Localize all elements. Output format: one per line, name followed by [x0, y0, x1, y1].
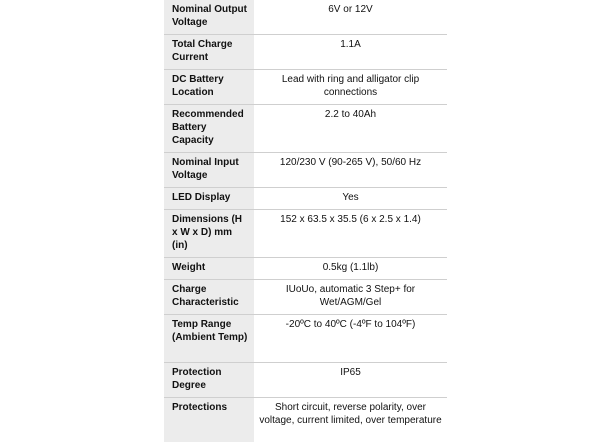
- spec-label: Dimensions (H x W x D) mm (in): [164, 209, 254, 257]
- spec-label: Protection Degree: [164, 362, 254, 397]
- table-row: [164, 34, 447, 69]
- spec-value: 120/230 V (90-265 V), 50/60 Hz: [254, 152, 447, 187]
- spec-label: Total Charge Current: [164, 34, 254, 69]
- spec-label: Weight: [164, 257, 254, 279]
- spec-value: Short circuit, reverse polarity, over voltage, current limited, over temperature: [254, 397, 447, 442]
- table-row: [164, 362, 447, 397]
- table-row: [164, 314, 447, 362]
- spec-label: Temp Range (Ambient Temp): [164, 314, 254, 362]
- spec-label: Charge Characteristic: [164, 279, 254, 314]
- spec-label: Nominal Output Voltage: [164, 0, 254, 34]
- spec-value: 6V or 12V: [254, 0, 447, 34]
- spec-value: 152 x 63.5 x 35.5 (6 x 2.5 x 1.4): [254, 209, 447, 257]
- table-row: [164, 257, 447, 279]
- table-row: [164, 0, 447, 34]
- spec-value: 1.1A: [254, 34, 447, 69]
- spec-label: Nominal Input Voltage: [164, 152, 254, 187]
- table-row: [164, 279, 447, 314]
- table-row: [164, 69, 447, 104]
- spec-value: IP65: [254, 362, 447, 397]
- spec-label: Protections: [164, 397, 254, 442]
- spec-value: -20ºC to 40ºC (-4ºF to 104ºF): [254, 314, 447, 362]
- table-row: [164, 104, 447, 152]
- spec-value: 0.5kg (1.1lb): [254, 257, 447, 279]
- spec-value: Yes: [254, 187, 447, 209]
- spec-value: 2.2 to 40Ah: [254, 104, 447, 152]
- spec-label: Recommended Battery Capacity: [164, 104, 254, 152]
- table-row: [164, 152, 447, 187]
- table-row: [164, 397, 447, 442]
- table-row: [164, 187, 447, 209]
- spec-value: Lead with ring and alligator clip connections: [254, 69, 447, 104]
- spec-label: DC Battery Location: [164, 69, 254, 104]
- spec-value: IUoUo, automatic 3 Step+ for Wet/AGM/Gel: [254, 279, 447, 314]
- table-row: [164, 209, 447, 257]
- spec-label: LED Display: [164, 187, 254, 209]
- spec-table: [164, 0, 447, 442]
